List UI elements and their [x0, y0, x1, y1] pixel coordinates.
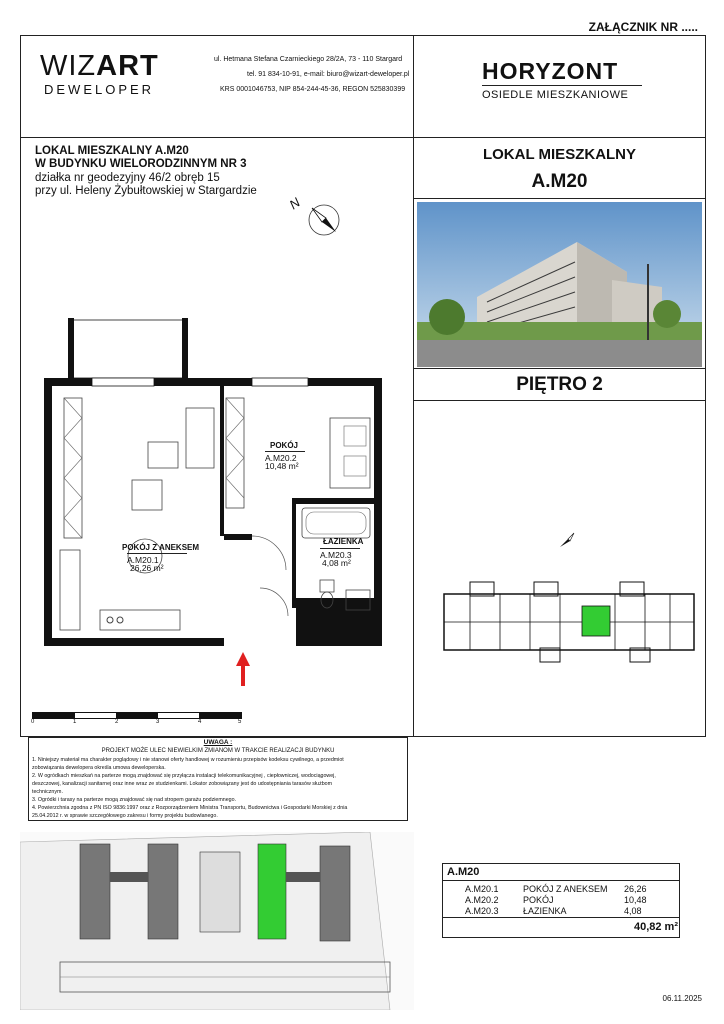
notes-title: UWAGA :: [203, 739, 233, 746]
note-4b: 25.04.2012 r. w sprawie szczegółowego zakresu i formy projektu budowlanego.: [32, 813, 218, 819]
area-row2-code: A.M20.2: [465, 895, 499, 905]
panel-unit-code: A.M20: [531, 171, 588, 192]
developer-logo: [40, 50, 159, 83]
site-plan-drawing: [20, 832, 414, 1010]
scale-tick-4: 4: [198, 719, 202, 725]
area-row3-code: A.M20.3: [465, 906, 499, 916]
floor-divider: [413, 400, 706, 401]
area-row1-area: 26,26: [624, 884, 647, 894]
notes-subtitle: PROJEKT MOŻE ULEC NIEWIELKIM ZMIANOM W TRAKCIE REALIZACJI BUDYNKU: [101, 748, 335, 754]
project-logo-sub: OSIEDLE MIESZKANIOWE: [482, 89, 629, 101]
panel-title: LOKAL MIESZKALNY: [482, 146, 637, 163]
area-row3-area: 4,08: [624, 906, 642, 916]
room3-code: A.M20.3: [320, 548, 360, 560]
floor-label: PIĘTRO 2: [516, 374, 603, 395]
compass-icon: [306, 202, 342, 238]
scale-tick-1: 1: [73, 719, 77, 725]
developer-contact: tel. 91 834-10-91, e-mail: biuro@wizart-deweloper.pl: [247, 71, 410, 78]
note-2b: deszczowej, kanalizacji sanitarnej oraz inne wraz ze studzienkami. Lokator zobowiązany jest do udostępniania tarasów służbom: [32, 781, 333, 787]
note-3: 3. Ogródki i tarasy na parterze mogą znajdować się nad stropem garażu podziemnego.: [32, 797, 237, 803]
note-4: 4. Powierzchnia zgodna z PN ISO 9836:1997 oraz z Rozporządzeniem Ministra Transportu, Budownictwa i Gospodarki Morskiej z dnia: [32, 805, 348, 811]
floor-plan-drawing: [30, 318, 390, 658]
building-render-image: [417, 202, 702, 367]
unit-header-line4: przy ul. Heleny Żybułtowskiej w Stargardzie: [35, 185, 257, 197]
entrance-arrow-icon: [236, 652, 250, 686]
scale-tick-0: 0: [31, 719, 35, 725]
area-row1-code: A.M20.1: [465, 884, 499, 894]
room2-code: A.M20.2: [265, 451, 305, 463]
area-row1-name: POKÓJ Z ANEKSEM: [523, 884, 608, 894]
document-date: 06.11.2025: [662, 994, 702, 1003]
unit-header-line3: działka nr geodezyjny 46/2 obręb 15: [35, 172, 220, 184]
area-table-title: A.M20: [447, 866, 480, 878]
developer-address: ul. Hetmana Stefana Czarnieckiego 28/2A, 73 - 110 Stargard: [214, 56, 403, 63]
logo-bold-part: ART: [96, 50, 159, 82]
project-logo-divider: [482, 85, 642, 86]
area-row3-name: ŁAZIENKA: [523, 906, 567, 916]
scale-tick-3: 3: [156, 719, 160, 725]
key-plan-highlight: [582, 606, 610, 636]
scale-bar: [32, 712, 242, 719]
area-table-footer-line: [442, 917, 680, 918]
room1-code: A.M20.1: [127, 553, 187, 565]
area-total: 40,82 m²: [633, 921, 678, 933]
room1-area: 26,26 m²: [130, 563, 164, 573]
key-plan-drawing: [440, 578, 700, 668]
compass-north-label: N: [286, 194, 303, 213]
room3-name: ŁAZIENKA: [323, 537, 364, 546]
unit-header-line2: W BUDYNKU WIELORODZINNYM NR 3: [35, 158, 247, 170]
developer-logo-sub: DEWELOPER: [44, 82, 155, 97]
note-1: 1. Niniejszy materiał ma charakter poglądowy i nie stanowi oferty handlowej w rozumieniu przepisów kodeksu cywilnego, a przedmiot: [32, 757, 344, 763]
scale-tick-2: 2: [115, 719, 119, 725]
project-header-box: [413, 35, 706, 138]
note-2c: technicznym.: [32, 789, 63, 795]
room1-name: POKÓJ Z ANEKSEM: [122, 543, 200, 552]
note-2: 2. W ogródkach mieszkań na parterze mogą znajdować się przyłącza instalacji telekomunikacyjnej , ciepłowniczej, wodociągowej,: [32, 773, 336, 779]
project-logo: HORYZONT: [482, 58, 619, 84]
developer-registry: KRS 0001046753, NIP 854-244-45-36, REGON 525830399: [220, 86, 406, 93]
room2-name: POKÓJ: [270, 441, 299, 450]
unit-header-line1: LOKAL MIESZKALNY A.M20: [35, 145, 189, 157]
scale-tick-5: 5: [238, 719, 242, 725]
small-compass-icon: [556, 529, 578, 551]
render-divider: [413, 368, 706, 369]
panel-divider: [413, 198, 706, 199]
area-row2-area: 10,48: [624, 895, 647, 905]
room2-area: 10,48 m²: [265, 461, 299, 471]
annex-label: ZAŁĄCZNIK NR .....: [588, 20, 698, 34]
logo-light-part: WIZ: [40, 50, 97, 82]
note-1b: zobowiązania dewelopera określa umowa deweloperska.: [32, 765, 166, 771]
room3-area: 4,08 m²: [322, 558, 351, 568]
area-table-header-line: [442, 880, 680, 881]
area-row2-name: POKÓJ: [523, 895, 554, 905]
